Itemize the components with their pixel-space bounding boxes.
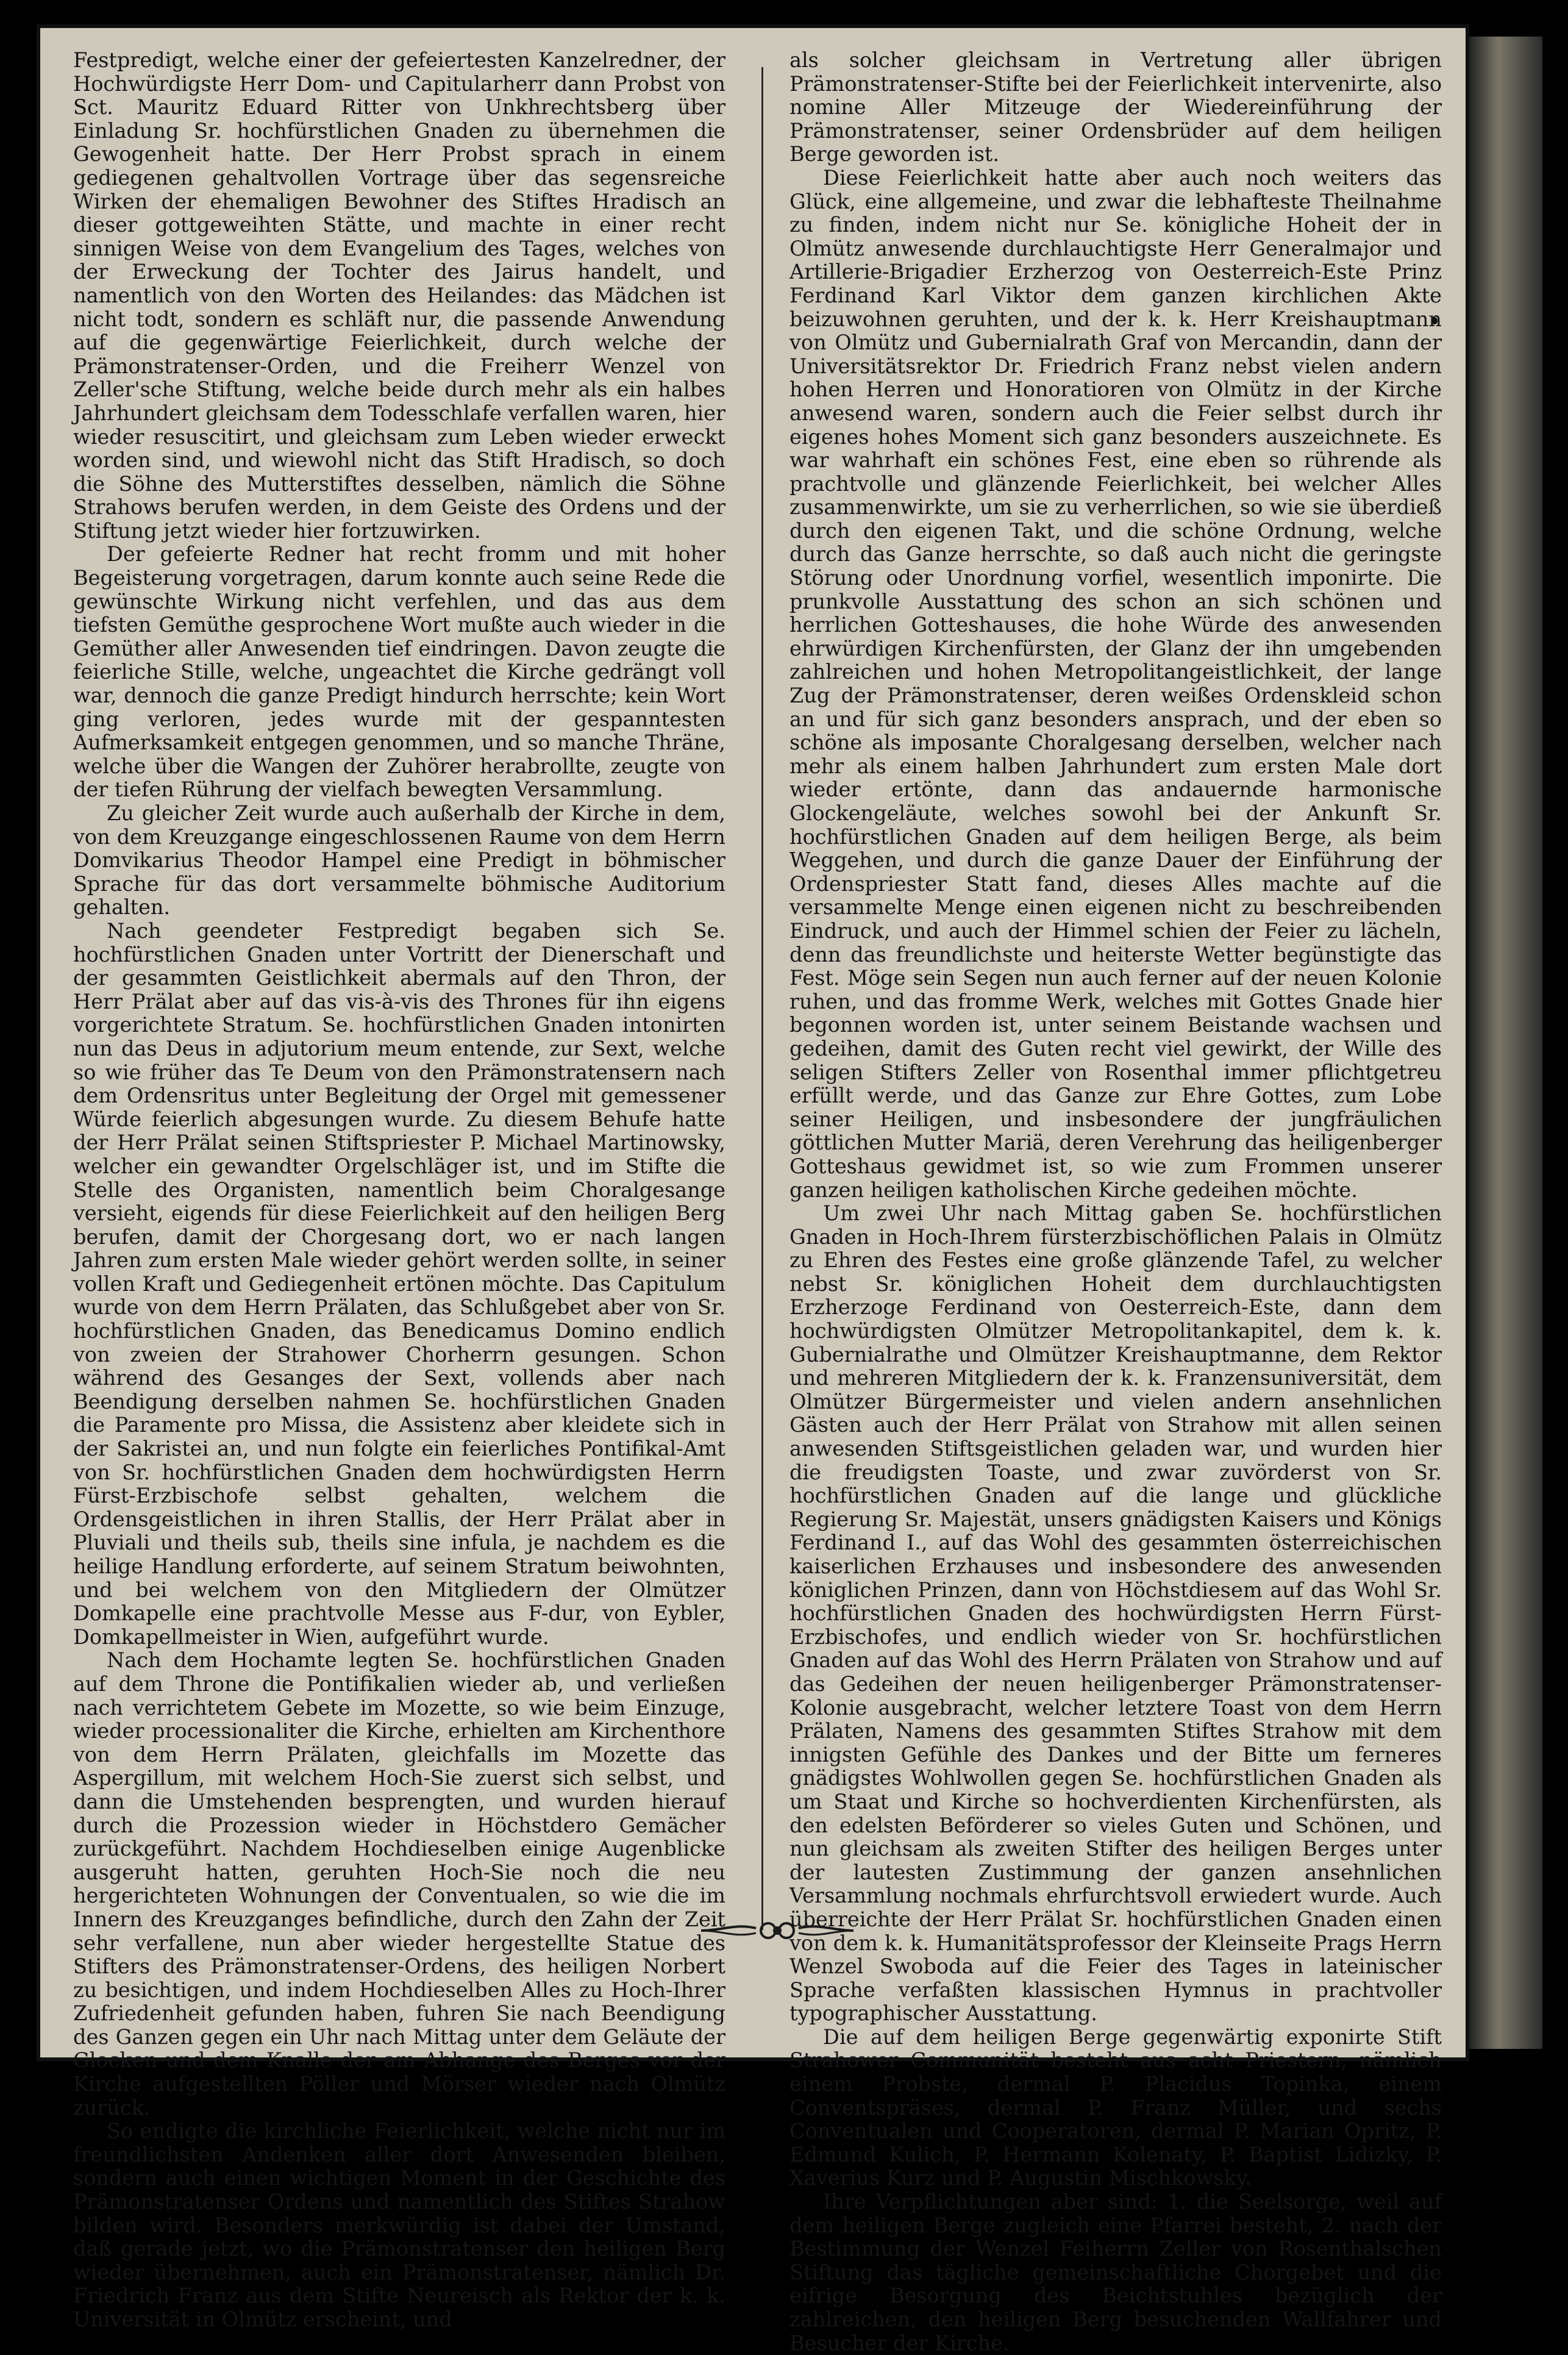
end-ornament-icon [698,1912,857,1949]
left-column [73,49,725,2332]
paragraph: als solcher gleichsam in Vertretung aller übrigen Prämonstratenser-Stifte bei der Feierlichkeit intervenirte, also nomine Aller Mitzeuge der Wiedereinführung der Prämonstratenser, seiner Ordensbrüder auf dem heiligen Berge geworden ist. [789,48,1442,166]
column-divider [761,67,763,1930]
paragraph: Festpredigt, welche einer der gefeiertesten Kanzelredner, der Hochwürdigste Herr Dom- und Capitularherr dann Probst von Sct. Mauritz Eduard Ritter von Unkhrechtsberg über Einladung Sr. hochfürstlichen Gnaden zu übernehmen die Gewogenheit hatte. Der Herr Probst sprach in einem gediegenen gehaltvollen Vortrage über das segensreiche Wirken der ehemaligen Bewohner des Stiftes Hradisch an dieser gottgeweihten Stätte, und machte in einer recht sinnigen Weise von dem Evangelium des Tages, welches von der Erweckung der Tochter des Jairus handelt, und namentlich von den Worten des Heilandes: das Mädchen ist nicht todt, sondern es schläft nur, die passende Anwendung auf die gegenwärtige Feierlichkeit, durch welche der Prämonstratenser-Orden, und die Freiherr Wenzel von Zeller'sche Stiftung, welche beide durch mehr als ein halbes Jahrhundert gleichsam dem Todesschlafe verfallen waren, hier wieder resuscitirt, und gleichsam zum Leben wieder erweckt worden sind, und wiewohl nicht das Stift Hradisch, so doch die Söhne des Mutterstiftes desselben, nämlich die Söhne Strahows berufen werden, in dem Geiste des Ordens und der Stiftung jetzt wieder hier fortzuwirken. [73,48,725,543]
paragraph: So endigte die kirchliche Feierlichkeit, welche nicht nur im freundlichsten Andenken aller dort Anwesenden bleiben, sondern auch einen wichtigen Moment in der Geschichte des Prämonstratenser Ordens und namentlich des Stiftes Strahow bilden wird. Besonders merkwürdig ist dabei der Umstand, daß gerade jetzt, wo die Prämonstratenser den heiligen Berg wieder übernehmen, auch ein Prämonstratenser, nämlich Dr. Friedrich Franz aus dem Stifte Neureisch als Rektor der k. k. Universität in Olmütz erscheint, und [73,2119,725,2331]
paragraph: Nach geendeter Festpredigt begaben sich Se. hochfürstlichen Gnaden unter Vortritt der Dienerschaft und der gesammten Geistlichkeit abermals auf den Thron, der Herr Prälat aber auf das vis-à-vis des Thrones für ihn eigens vorgerichtete Stratum. Se. hochfürstlichen Gnaden intonirten nun das Deus in adjutorium meum entende, zur Sext, welche so wie früher das Te Deum von den Prämonstratensern nach dem Ordensritus unter Begleitung der Orgel mit gemessener Würde feierlich abgesungen wurde. Zu diesem Behufe hatte der Herr Prälat seinen Stiftspriester P. Michael Martinowsky, welcher ein gewandter Orgelschläger ist, und im Stifte die Stelle des Organisten, namentlich beim Choralgesange versieht, eigends für diese Feierlichkeit auf den heiligen Berg berufen, damit der Chorgesang dort, wo er nach langen Jahren zum ersten Male wieder gehört werden sollte, in seiner vollen Kraft und Gediegenheit ertönen möchte. Das Capitulum wurde von dem Herrn Prälaten, das Schlußgebet aber von Sr. hochfürstlichen Gnaden, das Benedicamus Domino endlich von zweien der Strahower Chorherrn gesungen. Schon während des Gesanges der Sext, vollends aber nach Beendigung derselben nahmen Se. hochfürstlichen Gnaden die Paramente pro Missa, die Assistenz aber kleidete sich in der Sakristei an, und nun folgte ein feierliches Pontifikal-Amt von Sr. hochfürstlichen Gnaden dem hochwürdigsten Herrn Fürst-Erzbischofe selbst gehalten, welchem die Ordensgeistlichen in ihren Stallis, der Herr Prälat aber in Pluviali und theils sub, theils sine infula, je nachdem es die heilige Handlung erforderte, auf seinem Stratum beiwohnten, und bei welchem von den Mitgliedern der Olmützer Domkapelle eine prachtvolle Messe aus F-dur, von Eybler, Domkapellmeister in Wien, aufgeführt wurde. [73,918,725,1649]
paragraph: Der gefeierte Redner hat recht fromm und mit hoher Begeisterung vorgetragen, darum konnte auch seine Rede die gewünschte Wirkung nicht verfehlen, und das aus dem tiefsten Gemüthe gesprochene Wort mußte auch wieder in die Gemüther aller Anwesenden tief eindringen. Davon zeugte die feierliche Stille, welche, ungeachtet die Kirche gedrängt voll war, dennoch die ganze Predigt hindurch herrschte; kein Wort ging verloren, jedes wurde mit der gespanntesten Aufmerksamkeit entgegen genommen, und so manche Thräne, welche über die Wangen der Zuhörer herabrollte, zeugte von der tiefen Rührung der vielfach bewegten Versammlung. [73,542,725,802]
paragraph: Um zwei Uhr nach Mittag gaben Se. hochfürstlichen Gnaden in Hoch-Ihrem fürsterzbischöflichen Palais in Olmütz zu Ehren des Festes eine große glänzende Tafel, zu welcher nebst Sr. königlichen Hoheit dem durchlauchtigsten Erzherzoge Ferdinand von Oesterreich-Este, dann dem hochwürdigsten Olmützer Metropolitankapitel, dem k. k. Gubernialrathe und Olmützer Kreishauptmanne, dem Rektor und mehreren Mitgliedern der k. k. Franzensuniversität, dem Olmützer Bürgermeister und vielen andern ansehnlichen Gästen auch der Herr Prälat von Strahow mit allen seinen anwesenden Stiftsgeistlichen geladen war, und wurden hier die freudigsten Toaste, und zwar zuvörderst von Sr. hochfürstlichen Gnaden auf die lange und glückliche Regierung Sr. Majestät, unsers gnädigsten Kaisers und Königs Ferdinand I., auf das Wohl des gesammten österreichischen kaiserlichen Erzhauses und insbesondere des anwesenden königlichen Prinzen, dann von Höchstdiesem auf das Wohl Sr. hochfürstlichen Gnaden des hochwürdigsten Herrn Fürst-Erzbischofes, und endlich wieder von Sr. hochfürstlichen Gnaden auf das Wohl des Herrn Prälaten von Strahow und auf das Gedeihen der neuen heiligenberger Prämonstratenser-Kolonie ausgebracht, welcher letztere Toast von dem Herrn Prälaten, Namens des gesammten Stiftes Strahow mit dem innigsten Gefühle des Dankes und der Bitte um ferneres gnädigstes Wohlwollen gegen Se. hochfürstlichen Gnaden als um Staat und Kirche so hochverdienten Kirchenfürsten, als den edelsten Beförderer so vieles Guten und Schönen, und nun gleichsam als zweiten Stifter des heiligen Berges unter der lautesten Zustimmung der ganzen ansehnlichen Versammlung nochmals ehrfurchtsvoll erwiedert wurde. Auch überreichte der Herr Prälat Sr. hochfürstlichen Gnaden einen von dem k. k. Humanitätsprofessor der Kleinseite Prags Herrn Wenzel Swoboda auf die Feier des Tages in lateinischer Sprache verfaßten klassischen Hymnus in prachtvoller typographischer Ausstattung. [789,1201,1442,2026]
paragraph: Nach dem Hochamte legten Se. hochfürstlichen Gnaden auf dem Throne die Pontifikalien wieder ab, und verließen nach verrichtetem Gebete im Mozette, so wie beim Einzuge, wieder processionaliter die Kirche, erhielten am Kirchenthore von dem Herrn Prälaten, gleichfalls im Mozette das Aspergillum, mit welchem Hoch-Sie zuerst sich selbst, und dann die Umstehenden besprengten, und wurden hierauf durch die Prozession wieder in Höchstdero Gemächer zurückgeführt. Nachdem Hochdieselben einige Augenblicke ausgeruht hatten, geruhten Hoch-Sie noch die neu hergerichteten Wohnungen der Conventualen, so wie die im Innern des Kreuzganges befindliche, durch den Zahn der Zeit sehr verfallene, nun aber wieder hergestellte Statue des Stifters des Prämonstratenser-Ordens, des heiligen Norbert zu besichtigen, und indem Hochdieselben Alles zu Hoch-Ihrer Zufriedenheit gefunden haben, fuhren Sie nach Beendigung des Ganzen gegen ein Uhr nach Mittag unter dem Geläute der Glocken und dem Knalle der am Abhange des Berges vor der Kirche aufgestellten Pöller und Mörser wieder nach Olmütz zurück. [73,1648,725,2120]
paragraph: Die auf dem heiligen Berge gegenwärtig exponirte Stift Strahower Communität besteht aus acht Priestern, nämlich einem Probste, dermal P. Placidus Topinka, einem Conventspräses, dermal P. Franz Müller, und sechs Conventualen und Cooperatoren, dermal P. Marian Opritz, P. Edmund Kulich, P. Hermann Kolenaty, P. Baptist Lidizky, P. Xaverius Kurz und P. Augustin Mischkowsky. [789,2024,1442,2190]
page-edge [1469,37,1542,2049]
paragraph: Diese Feierlichkeit hatte aber auch noch weiters das Glück, eine allgemeine, und zwar die lebhafteste Theilnahme zu finden, indem nicht nur Se. königliche Hoheit der in Olmütz anwesende durchlauchtigste Herr Generalmajor und Artillerie-Brigadier Erzherzog von Oesterreich-Este Prinz Ferdinand Karl Viktor dem ganzen kirchlichen Akte beizuwohnen geruhten, und der k. k. Herr Kreishauptmann von Olmütz und Gubernialrath Graf von Mercandin, dann der Universitätsrektor Dr. Friedrich Franz nebst vielen andern hohen Herren und Honoratioren von Olmütz in der Kirche anwesend waren, sondern auch die Feier selbst durch ihr eigenes hohes Moment sich ganz besonders auszeichnete. Es war wahrhaft ein schönes Fest, eine eben so rührende als prachtvolle und glänzende Feierlichkeit, bei welcher Alles zusammenwirkte, um sie zu verherrlichen, so wie sie überdieß durch den eigenen Takt, und die schöne Ordnung, welche durch das Ganze herrschte, so daß auch nicht die geringste Störung oder Unordnung vorfiel, wesentlich imponirte. Die prunkvolle Ausstattung des schon an sich schönen und herrlichen Gotteshauses, die hohe Würde des anwesenden ehrwürdigen Kirchenfürsten, der Glanz der ihn umgebenden zahlreichen und hohen Metropolitangeistlichkeit, der lange Zug der Prämonstratenser, deren weißes Ordenskleid schon an und für sich ganz besonders ansprach, und der eben so schöne als imposante Choralgesang derselben, welcher nach mehr als einem halben Jahrhundert zum ersten Male dort wieder ertönte, dann das andauernde harmonische Glockengeläute, welches sowohl bei der Ankunft Sr. hochfürstlichen Gnaden auf dem heiligen Berge, als beim Weggehen, und durch die ganze Dauer der Einführung der Ordenspriester Statt fand, dieses Alles machte auf die versammelte Menge einen eigenen nicht zu beschreibenden Eindruck, und auch der Himmel schien der Feier zu lächeln, denn das freundlichste und heiterste Wetter begünstigte das Fest. Möge sein Segen nun auch ferner auf der neuen Kolonie ruhen, und das fromme Werk, welches mit Gottes Gnade hier begonnen worden ist, unter seinem Beistande wachsen und gedeihen, damit des Guten recht viel gewirkt, der Wille des seligen Stifters Zeller von Rosenthal immer pflichtgetreu erfüllt werde, und das Ganze zur Ehre Gottes, zum Lobe seiner Heiligen, und insbesondere der jungfräulichen göttlichen Mutter Mariä, deren Verehrung das heiligenberger Gotteshaus gewidmet ist, so wie zum Frommen unserer ganzen heiligen katholischen Kirche gedeihen möchte. [789,165,1442,1202]
paragraph: Ihre Verpflichtungen aber sind: 1. die Seelsorge, weil auf dem heiligen Berge zugleich eine Pfarrei besteht, 2. nach der Bestimmung der Wenzel Feiherrn Zeller von Rosenthalschen Stiftung das tägliche gemeinschaftliche Chorgebet und die eifrige Besorgung des Beichtstuhles bezüglich der zahlreichen, den heiligen Berg besuchenden Wallfahrer und Besucher der Kirche. [789,2190,1442,2355]
right-column [789,49,1442,2355]
paragraph: Zu gleicher Zeit wurde auch außerhalb der Kirche in dem, von dem Kreuzgange eingeschlossenen Raume von dem Herrn Domvikarius Theodor Hampel eine Predigt in böhmischer Sprache für das dort versammelte böhmische Auditorium gehalten. [73,801,725,920]
